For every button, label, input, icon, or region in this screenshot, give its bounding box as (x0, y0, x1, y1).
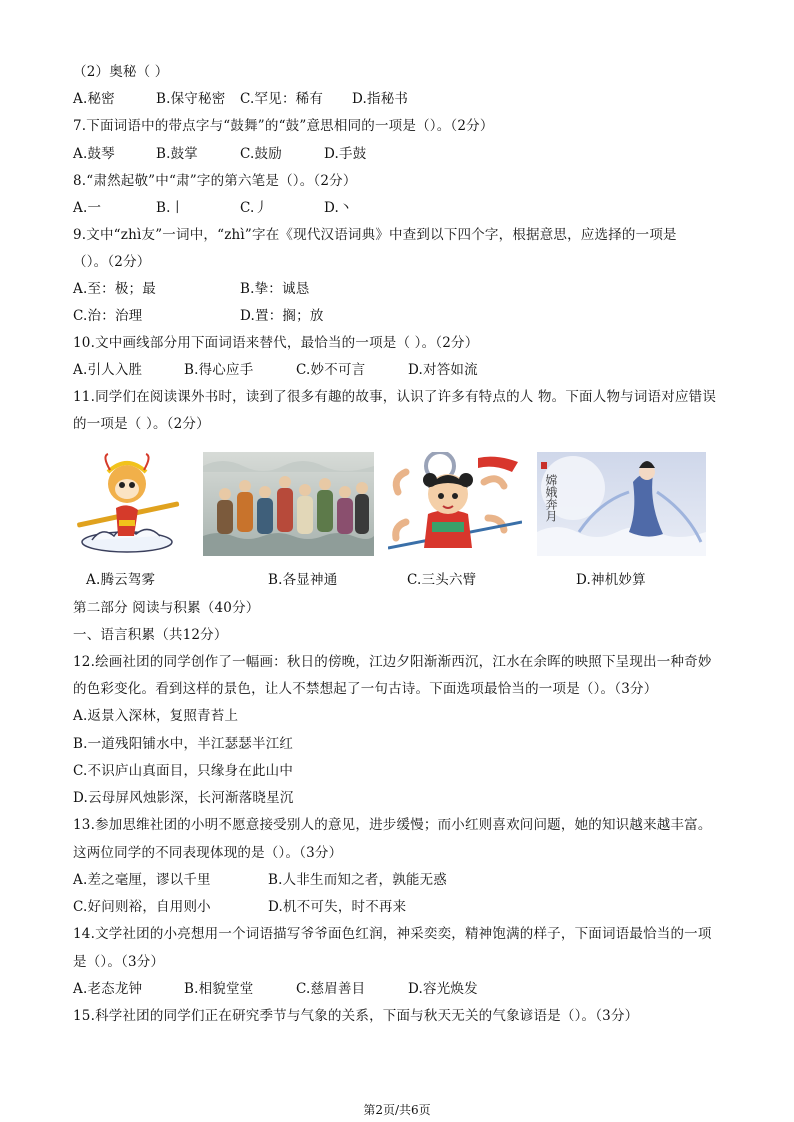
q13-option-c[interactable]: C.好问则裕，自用则小 (73, 899, 211, 915)
q12-option-c[interactable]: C.不识庐山真面目，只缘身在此山中 (73, 763, 294, 779)
page-number-footer: 第2页/共6页 (363, 1103, 431, 1117)
section-1-heading: 一、语言积累（共12分） (73, 627, 228, 643)
question-15: 15.科学社团的同学们正在研究季节与气象的关系，下面与秋天无关的气象谚语是（）。（3分） (73, 1008, 639, 1024)
question-9-line1: 9.文中“zhì友”一词中，“zhì”字在《现代汉语词典》中查到以下四个字，根据意思，应选择的一项是 (73, 227, 677, 243)
q8-option-a[interactable]: A.一 (73, 200, 102, 216)
question-14-line1: 14.文学社团的小亮想用一个词语描写爷爷面色红润，神采奕奕，精神饱满的样子，下面词语最恰当的一项 (73, 926, 712, 942)
question-12-line1: 12.绘画社团的同学创作了一幅画：秋日的傍晚，江边夕阳渐渐西沉，江水在余晖的映照下呈现出一种奇妙 (73, 654, 712, 670)
question-9-line2: （）。（2分） (73, 254, 151, 270)
q9-option-a[interactable]: A.至：极；最 (73, 281, 156, 297)
q8-option-d[interactable]: D.丶 (324, 200, 353, 216)
image-calligraphy-text: 嫦娥奔月 (544, 474, 558, 522)
q6-option-b[interactable]: B.保守秘密 (156, 91, 226, 107)
change-flies-to-moon-image (537, 452, 706, 556)
part-2-heading: 第二部分 阅读与积累（40分） (73, 600, 260, 616)
q11-option-b[interactable]: B.各显神通 (268, 572, 338, 588)
q12-option-d[interactable]: D.云母屏风烛影深，长河渐落晓星沉 (73, 790, 294, 806)
question-10: 10.文中画线部分用下面词语来替代，最恰当的一项是（ ）。（2分） (73, 335, 479, 351)
question-7: 7.下面词语中的带点字与“鼓舞”的“鼓”意思相同的一项是（）。（2分） (73, 118, 494, 134)
question-11-line2: 的一项是（ ）。（2分） (73, 416, 210, 432)
nezha-image (388, 452, 522, 556)
question-13-line2: 这两位同学的不同表现体现的是（）。（3分） (73, 845, 343, 861)
q10-option-c[interactable]: C.妙不可言 (296, 362, 366, 378)
q8-option-b[interactable]: B.丨 (156, 200, 185, 216)
question-8: 8.“肃然起敬”中“肃”字的第六笔是（）。（2分） (73, 173, 357, 189)
q9-option-b[interactable]: B.挚：诚恳 (240, 281, 310, 297)
q11-option-c[interactable]: C.三头六臂 (407, 572, 477, 588)
q10-option-a[interactable]: A.引人入胜 (73, 362, 143, 378)
q10-option-d[interactable]: D.对答如流 (408, 362, 478, 378)
q6-subitem-2: （2）奥秘（ ） (73, 64, 169, 80)
q11-option-d[interactable]: D.神机妙算 (576, 572, 646, 588)
question-13-line1: 13.参加思维社团的小明不愿意接受别人的意见，进步缓慢；而小红则喜欢问问题，她的知识越来越丰富。 (73, 817, 712, 833)
question-12-line2: 的色彩变化。看到这样的景色，让人不禁想起了一句古诗。下面选项最恰当的一项是（）。（3分） (73, 681, 658, 697)
q7-option-a[interactable]: A.鼓琴 (73, 146, 115, 162)
q13-option-b[interactable]: B.人非生而知之者，孰能无惑 (268, 872, 448, 888)
monkey-king-image (72, 452, 184, 556)
question-14-line2: 是（）。（3分） (73, 954, 165, 970)
q10-option-b[interactable]: B.得心应手 (184, 362, 254, 378)
q12-option-a[interactable]: A.返景入深林，复照青苔上 (73, 708, 239, 724)
q8-option-c[interactable]: C.丿 (240, 200, 269, 216)
q14-option-c[interactable]: C.慈眉善目 (296, 981, 366, 997)
q9-option-d[interactable]: D.置：搁；放 (240, 308, 324, 324)
question-11-line1: 11.同学们在阅读课外书时，读到了很多有趣的故事，认识了许多有特点的人 物。下面人物与词语对应错误 (73, 389, 717, 405)
q6-option-d[interactable]: D.指秘书 (352, 91, 409, 107)
q12-option-b[interactable]: B.一道残阳铺水中，半江瑟瑟半江红 (73, 736, 294, 752)
q14-option-d[interactable]: D.容光焕发 (408, 981, 478, 997)
q14-option-b[interactable]: B.相貌堂堂 (184, 981, 254, 997)
q14-option-a[interactable]: A.老态龙钟 (73, 981, 143, 997)
q13-option-a[interactable]: A.差之毫厘，谬以千里 (73, 872, 211, 888)
q7-option-c[interactable]: C.鼓励 (240, 146, 282, 162)
q9-option-c[interactable]: C.治：治理 (73, 308, 143, 324)
q13-option-d[interactable]: D.机不可失，时不再来 (268, 899, 407, 915)
q6-option-a[interactable]: A.秘密 (73, 91, 115, 107)
q6-option-c[interactable]: C.罕见：稀有 (240, 91, 324, 107)
eight-immortals-image (203, 452, 374, 556)
q7-option-b[interactable]: B.鼓掌 (156, 146, 199, 162)
q11-option-a[interactable]: A.腾云驾雾 (86, 572, 156, 588)
q7-option-d[interactable]: D.手鼓 (324, 146, 367, 162)
